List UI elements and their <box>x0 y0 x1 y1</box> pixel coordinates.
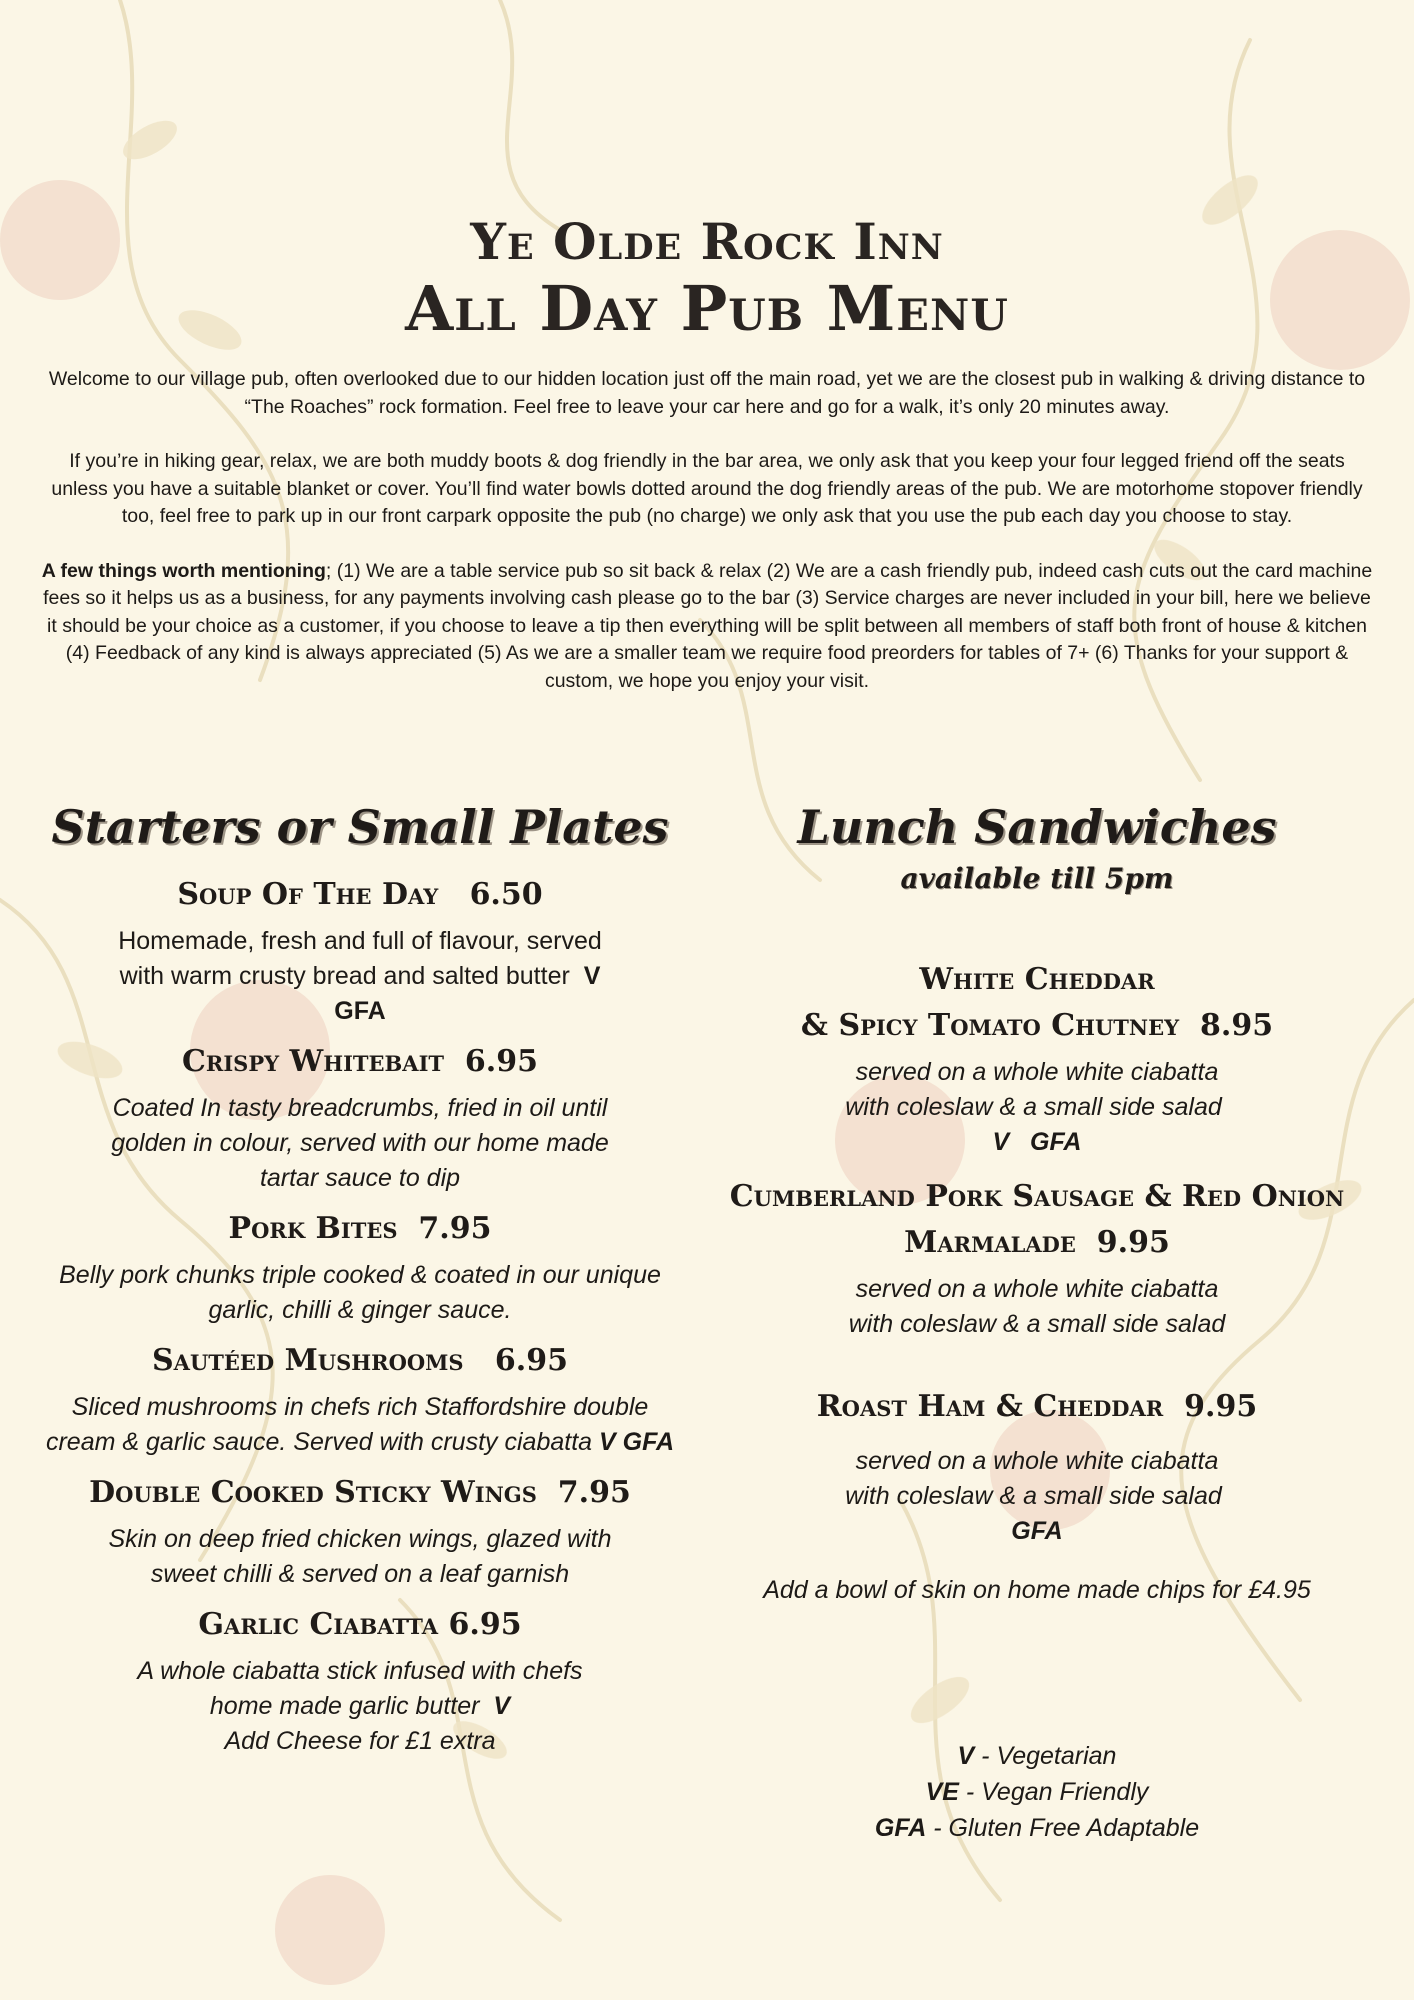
chips-addon: Add a bowl of skin on home made chips for £4.95 <box>763 1576 1311 1604</box>
starters-section <box>40 800 680 1759</box>
menu-item-desc: Coated In tasty breadcrumbs, fried in oil until golden in colour, served with our home made tartar sauce to dip <box>111 1094 609 1192</box>
intro-notes-body: ; (1) We are a table service pub so sit back & relax (2) We are a cash friendly pub, indeed cash cuts out the card machine fees so it helps us as a business, for any payments involving cash please go to the bar (3) Service charges are never included in your bill, here we believe it should be your choice as a customer, if you choose to leave a tip then everything will be split between all members of staff both front of house & kitchen (4) Feedback of any kind is always appreciated (5) As we are a smaller team we require food preorders for tables of 7+ (6) Thanks for your support & custom, we hope you enjoy your visit. <box>43 559 1373 692</box>
menu-item-name: Garlic Ciabatta 6.95 <box>198 1607 522 1642</box>
menu-item-name: White Cheddar <box>919 962 1155 997</box>
menu-item-name: Soup Of The Day 6.50 <box>177 877 543 912</box>
menu-item-desc: A whole ciabatta stick infused with chefs home made garlic butter V <box>137 1657 583 1720</box>
sandwiches-section <box>716 800 1358 1846</box>
starters-heading: Starters or Small Plates <box>51 800 669 854</box>
menu-item-desc: Belly pork chunks triple cooked & coated in our unique garlic, chilli & ginger sauce. <box>59 1261 661 1324</box>
dietary-legend <box>716 1738 1358 1846</box>
menu-item-name: Crispy Whitebait 6.95 <box>182 1044 538 1079</box>
legend-item: VE - Vegan Friendly <box>925 1778 1149 1806</box>
menu-item-name: Cumberland Pork Sausage & Red Onion <box>729 1179 1345 1214</box>
menu-item-desc: Sliced mushrooms in chefs rich Staffordshire double cream & garlic sauce. Served with crusty ciabatta V GFA <box>45 1393 675 1456</box>
sandwiches-heading: Lunch Sandwiches <box>797 800 1277 854</box>
menu-item-desc: Skin on deep fried chicken wings, glazed with sweet chilli & served on a leaf garnish <box>108 1525 612 1588</box>
intro-para-notes <box>40 558 1374 696</box>
intro-para-dogs: If you’re in hiking gear, relax, we are both muddy boots & dog friendly in the bar area, we only ask that you keep your four legged friend off the seats unless you have a suitable blanket or cover. You’ll find water bowls dotted around the dog friendly areas of the pub. We are motorhome stopover friendly too, feel free to park up in our front carpark opposite the pub (no charge) we only ask that you use the pub each day you choose to stay. <box>51 450 1363 527</box>
menu-item-name: Double Cooked Sticky Wings 7.95 <box>89 1475 631 1510</box>
sandwiches-availability: available till 5pm <box>900 862 1174 895</box>
menu-item-desc: served on a whole white ciabatta with coleslaw & a small side salad V GFA <box>845 1058 1222 1156</box>
menu-item-name: Marmalade 9.95 <box>904 1225 1170 1260</box>
menu-item-desc: Homemade, fresh and full of flavour, served with warm crusty bread and salted butter V GFA <box>118 927 602 1025</box>
intro-notes-heading: A few things worth mentioning <box>41 559 326 582</box>
menu-item-name: Pork Bites 7.95 <box>228 1211 492 1246</box>
intro-para-welcome: Welcome to our village pub, often overlooked due to our hidden location just off the main road, yet we are the closest pub in walking & driving distance to “The Roaches” rock formation. Feel free to leave your car here and go for a walk, it’s only 20 minutes away. <box>48 368 1366 418</box>
menu-item-name: & Spicy Tomato Chutney 8.95 <box>800 1008 1274 1043</box>
legend-item: GFA - Gluten Free Adaptable <box>874 1814 1200 1842</box>
legend-item: V - Vegetarian <box>957 1742 1117 1770</box>
intro-text <box>40 366 1374 722</box>
menu-title: All Day Pub Menu <box>405 272 1009 345</box>
menu-item-desc: served on a whole white ciabatta with coleslaw & a small side salad GFA <box>845 1447 1222 1545</box>
menu-item-extra: Add Cheese for £1 extra <box>224 1727 496 1755</box>
menu-item-name: Roast Ham & Cheddar 9.95 <box>816 1389 1258 1424</box>
menu-item-name: Sautéed Mushrooms 6.95 <box>152 1343 568 1378</box>
pub-name: Ye Olde Rock Inn <box>470 212 944 271</box>
menu-item-desc: served on a whole white ciabatta with coleslaw & a small side salad <box>848 1275 1226 1338</box>
